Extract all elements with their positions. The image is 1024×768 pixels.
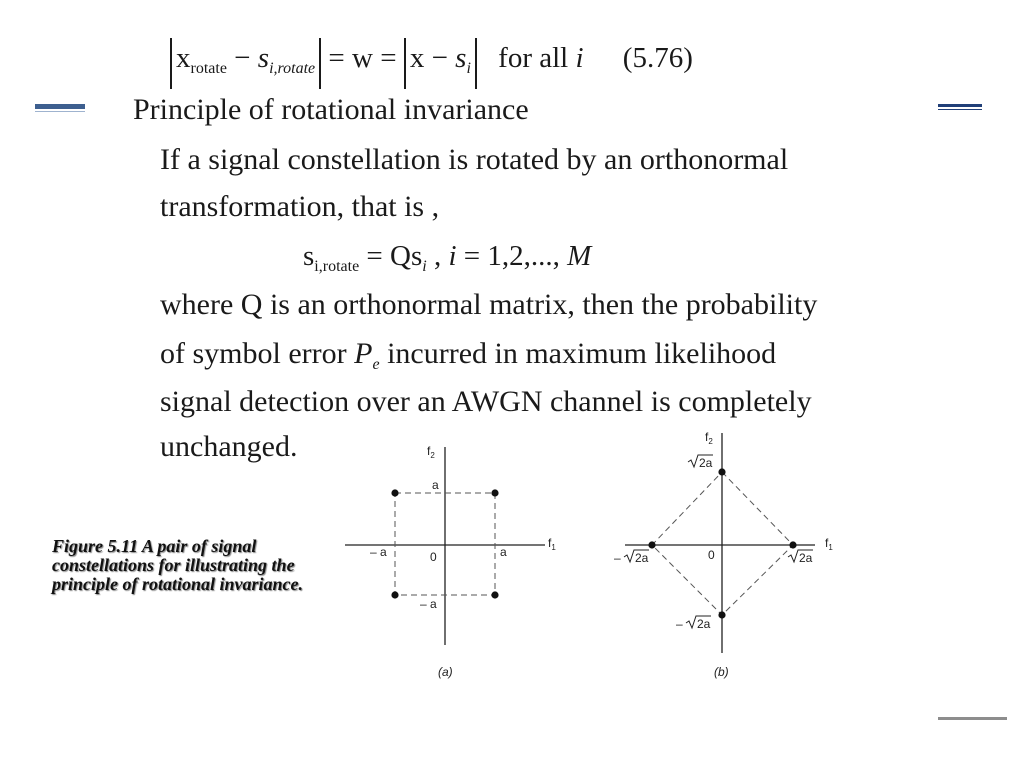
signal-point — [648, 541, 655, 548]
tick-neg-sqrt2a-left — [614, 550, 649, 565]
figure-a-label: (a) — [438, 665, 453, 679]
paragraph-line-2: transformation, that is , — [160, 190, 440, 223]
svg-text:2a: 2a — [635, 551, 649, 565]
paragraph-line-5: signal detection over an AWGN channel is completely — [160, 385, 812, 418]
paragraph-line-6: unchanged. — [160, 430, 298, 463]
equation-number: (5.76) — [622, 42, 693, 74]
paragraph-line-3: where Q is an orthonormal matrix, then the probability — [160, 288, 818, 321]
svg-text:2a: 2a — [699, 456, 713, 470]
figure-caption: Figure 5.11 A pair of signal constellations for illustrating the principle of rotational invariance. — [52, 536, 304, 594]
tick-neg-a-left: – a — [370, 545, 387, 559]
tick-sqrt2a-top — [688, 455, 713, 470]
origin-label: 0 — [708, 548, 715, 562]
signal-point — [491, 591, 498, 598]
origin-label: 0 — [430, 550, 437, 564]
rotation-equation: $s_{i,rotate} = Qs_i$ , i = 1,2,..., M — [303, 240, 592, 275]
constellation-figure-b — [610, 425, 850, 685]
f2-label: $f_2$ — [427, 444, 435, 460]
svg-text:2a: 2a — [697, 617, 711, 631]
f1-label: $f_1$ — [548, 536, 556, 552]
bottom-decor-line — [938, 717, 1007, 720]
constellation-figure-a — [340, 435, 570, 685]
f2-label: $f_2$ — [705, 430, 713, 446]
signal-point — [718, 468, 725, 475]
paragraph-line-4: of symbol error $P_e$ incurred in maximum likelihood — [160, 337, 777, 373]
tick-neg-sqrt2a-bottom — [676, 616, 711, 631]
tick-sqrt2a-right — [788, 550, 813, 565]
svg-text:–: – — [676, 617, 683, 631]
f1-label: $f_1$ — [825, 536, 833, 552]
signal-point — [491, 489, 498, 496]
left-decor-line — [35, 104, 85, 109]
equation-5-76: $x_{rotate} - s_{i,rotate} = w = x - s_i$ for all i (5.76) — [170, 38, 693, 89]
tick-a-top: a — [432, 478, 439, 492]
signal-point — [391, 591, 398, 598]
svg-text:2a: 2a — [799, 551, 813, 565]
figure-b-label: (b) — [714, 665, 729, 679]
signal-point — [718, 611, 725, 618]
svg-text:–: – — [614, 551, 621, 565]
signal-point — [391, 489, 398, 496]
tick-neg-a-bottom: – a — [420, 597, 437, 611]
tick-a-right: a — [500, 545, 507, 559]
paragraph-line-1: If a signal constellation is rotated by an orthonormal — [160, 143, 789, 176]
slide-heading: Principle of rotational invariance — [133, 93, 529, 126]
signal-point — [789, 541, 796, 548]
right-decor-line — [938, 104, 982, 107]
